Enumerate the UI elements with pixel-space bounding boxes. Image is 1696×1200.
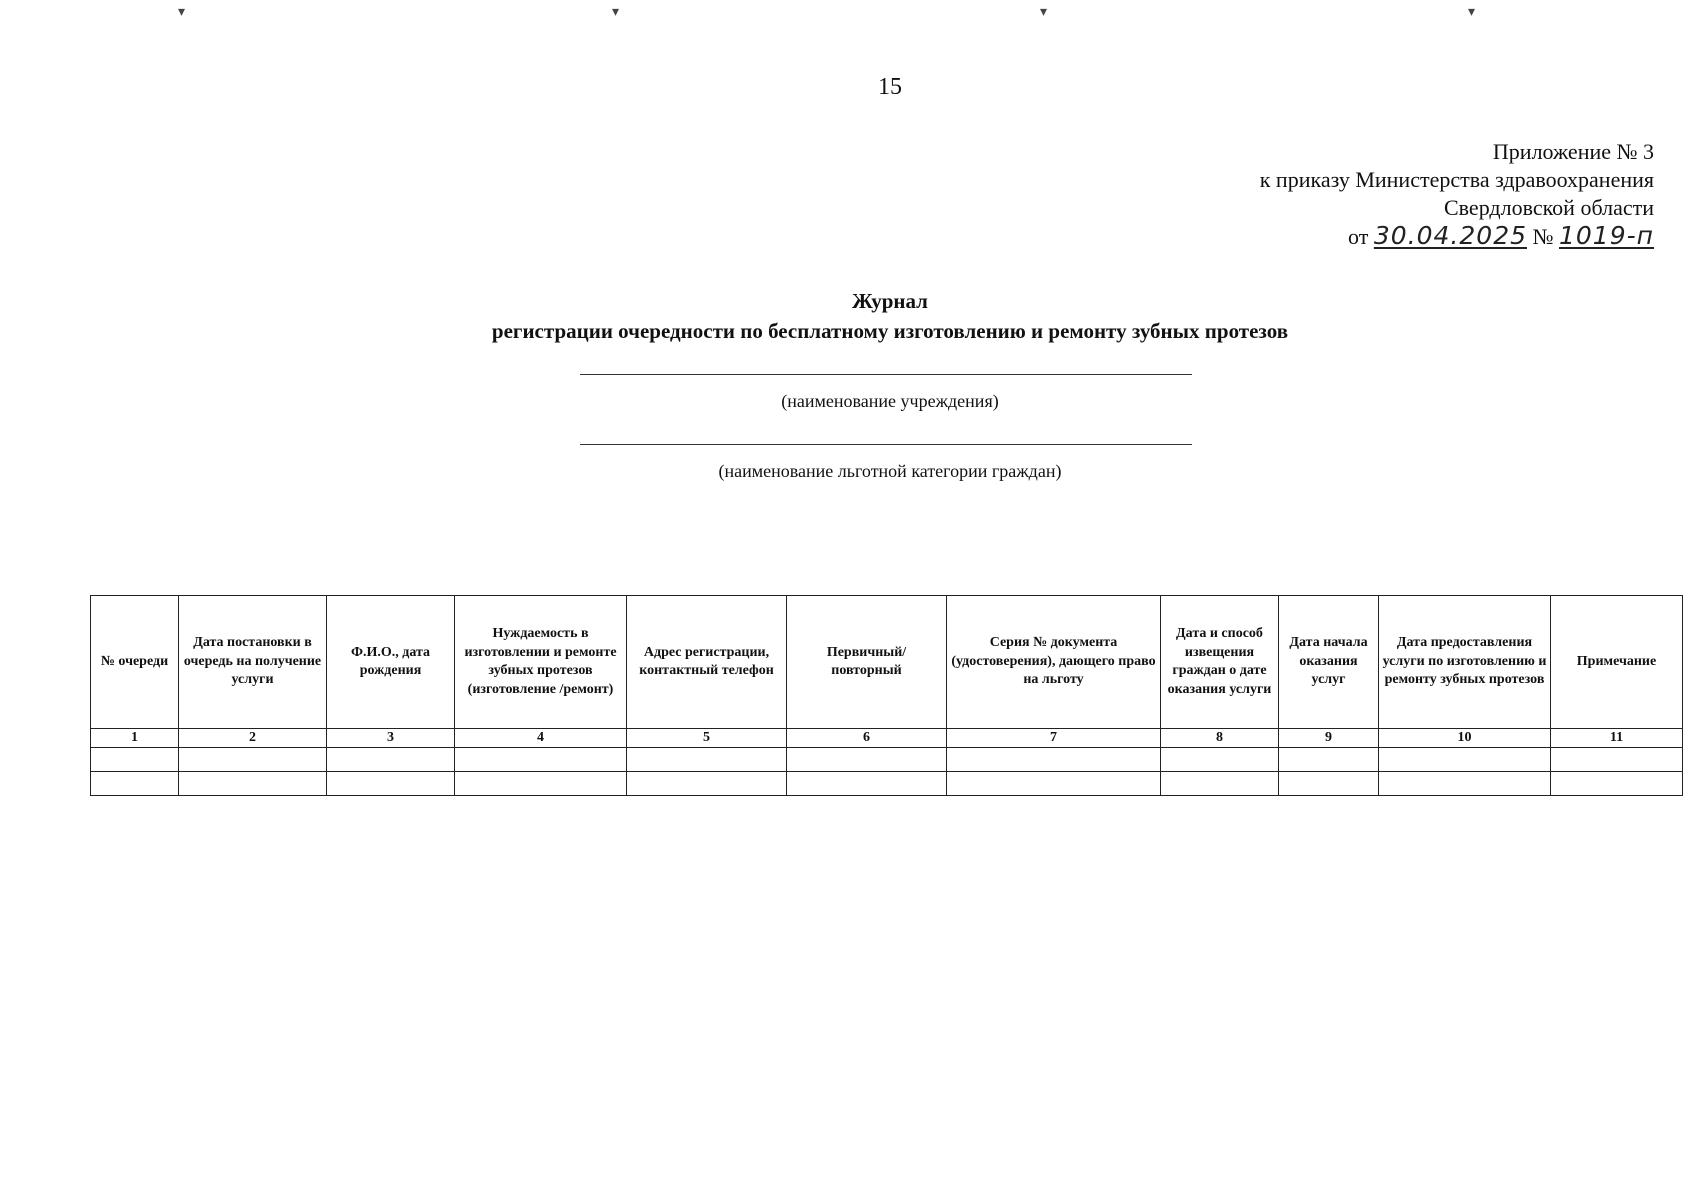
table-cell	[1551, 772, 1683, 796]
column-number-cell: 10	[1379, 729, 1551, 748]
header-cell: Примечание	[1551, 596, 1683, 729]
column-number-cell: 5	[627, 729, 787, 748]
appendix-line-3: Свердловской области	[1444, 195, 1654, 220]
header-cell: Дата постановки в очередь на получение услуги	[179, 596, 327, 729]
column-number-cell: 7	[947, 729, 1161, 748]
column-number-cell: 1	[91, 729, 179, 748]
header-cell: Первичный/ повторный	[787, 596, 947, 729]
table-cell	[455, 748, 627, 772]
column-number-cell: 6	[787, 729, 947, 748]
table-row	[91, 748, 1683, 772]
table-cell	[1551, 748, 1683, 772]
table-cell	[1379, 772, 1551, 796]
column-number-cell: 8	[1161, 729, 1279, 748]
column-number-row	[91, 729, 1683, 748]
appendix-line-2: к приказу Министерства здравоохранения	[1259, 167, 1654, 192]
document-title	[0, 286, 1696, 346]
header-cell: Серия № документа (удостоверения), дающего право на льготу	[947, 596, 1161, 729]
table-cell	[179, 748, 327, 772]
scan-mark: ▾	[178, 5, 186, 20]
appendix-line-1: Приложение № 3	[1492, 139, 1654, 164]
table-cell	[1279, 772, 1379, 796]
table-cell	[787, 772, 947, 796]
journal-table	[90, 595, 1683, 796]
table-cell	[947, 772, 1161, 796]
table-cell	[91, 772, 179, 796]
order-date: 30.04.2025	[1373, 221, 1527, 250]
category-blank-line	[580, 444, 1192, 445]
title-line-2: регистрации очередности по бесплатному изготовлению и ремонту зубных протезов	[491, 319, 1289, 343]
column-number-cell: 9	[1279, 729, 1379, 748]
table-cell	[1161, 748, 1279, 772]
order-number: 1019-п	[1559, 221, 1654, 250]
number-prefix: №	[1532, 224, 1554, 249]
header-cell: Нуждаемость в изготовлении и ремонте зубных протезов (изготовление /ремонт)	[455, 596, 627, 729]
appendix-header	[1260, 138, 1654, 251]
scan-mark: ▾	[1468, 5, 1476, 20]
table-cell	[91, 748, 179, 772]
header-cell: Ф.И.О., дата рождения	[327, 596, 455, 729]
header-row	[91, 596, 1683, 729]
table-cell	[455, 772, 627, 796]
appendix-order-line	[1260, 222, 1654, 251]
header-cell: Дата и способ извещения граждан о дате оказания услуги	[1161, 596, 1279, 729]
scan-mark: ▾	[612, 5, 620, 20]
column-number-cell: 3	[327, 729, 455, 748]
header-cell: Адрес регистрации, контактный телефон	[627, 596, 787, 729]
institution-caption: (наименование учреждения)	[781, 391, 999, 411]
page-number: 15	[878, 74, 902, 100]
table-cell	[1161, 772, 1279, 796]
institution-blank-line	[580, 374, 1192, 375]
table-cell	[787, 748, 947, 772]
column-number-cell: 2	[179, 729, 327, 748]
header-cell: Дата предоставления услуги по изготовлению и ремонту зубных протезов	[1379, 596, 1551, 729]
table-cell	[1379, 748, 1551, 772]
table-cell	[627, 772, 787, 796]
date-prefix: от	[1348, 224, 1369, 249]
table-cell	[627, 748, 787, 772]
table-cell	[947, 748, 1161, 772]
header-cell: № очереди	[91, 596, 179, 729]
table-cell	[327, 772, 455, 796]
category-caption: (наименование льготной категории граждан)	[718, 461, 1062, 481]
table-row	[91, 772, 1683, 796]
table-cell	[179, 772, 327, 796]
column-number-cell: 11	[1551, 729, 1683, 748]
header-cell: Дата начала оказания услуг	[1279, 596, 1379, 729]
table-cell	[327, 748, 455, 772]
title-line-1: Журнал	[852, 289, 928, 313]
table-cell	[1279, 748, 1379, 772]
column-number-cell: 4	[455, 729, 627, 748]
scan-mark: ▾	[1040, 5, 1048, 20]
